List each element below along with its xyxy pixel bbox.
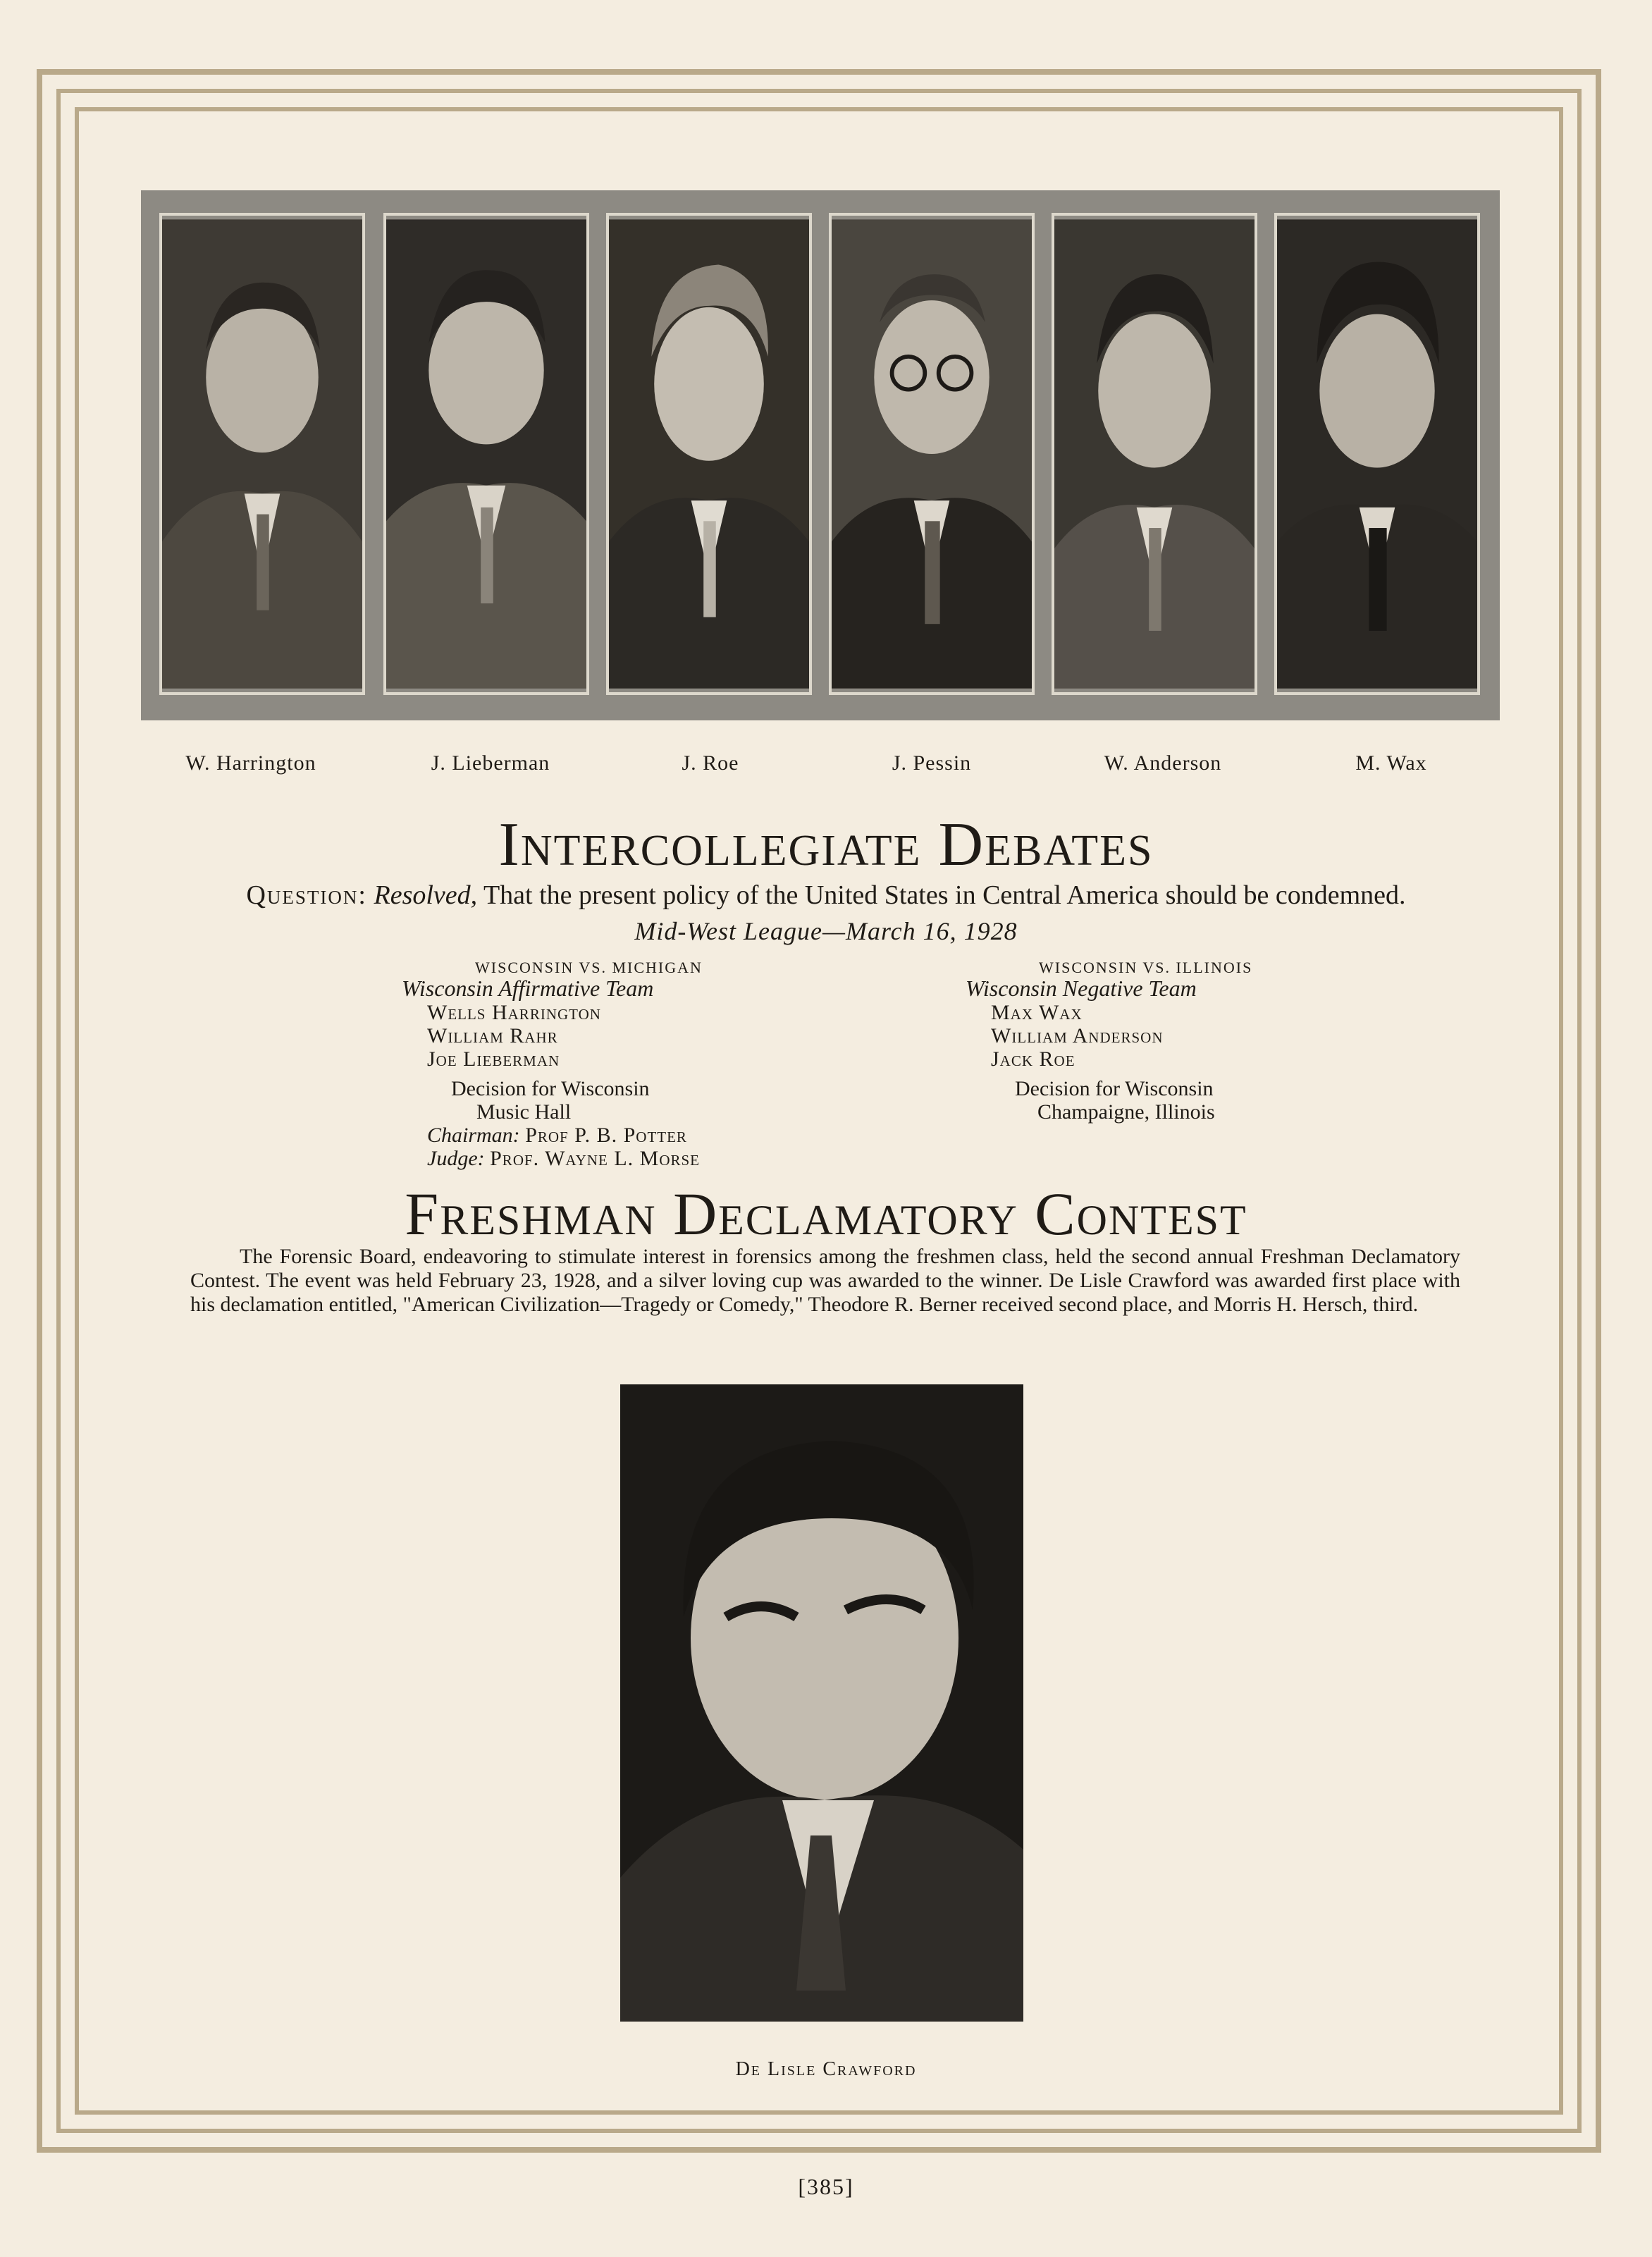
debater-caption: M. Wax [1355, 751, 1427, 775]
team-member: William Anderson [991, 1024, 1164, 1047]
portrait-photo [1274, 213, 1480, 695]
team-member: Wells Harrington [427, 1001, 601, 1024]
portrait-photo [606, 213, 812, 695]
team-name: Wisconsin Affirmative Team [402, 976, 654, 1001]
chairman-label: Chairman: [427, 1124, 520, 1147]
debater-caption: J. Lieberman [431, 751, 550, 775]
portrait-photo [383, 213, 589, 695]
debater-caption: W. Anderson [1104, 751, 1222, 775]
decision-text: Decision for Wisconsin [1015, 1077, 1214, 1100]
question-label: Question: [246, 880, 367, 910]
debate-question [0, 880, 1652, 911]
debater-caption: W. Harrington [185, 751, 316, 775]
chairman-name: Prof P. B. Potter [525, 1124, 687, 1147]
league-line: Mid-West League—March 16, 1928 [634, 917, 1018, 945]
portrait-photo [159, 213, 365, 695]
team-member: Max Wax [991, 1001, 1083, 1024]
debater-caption: J. Roe [682, 751, 739, 775]
team-member: Jack Roe [991, 1047, 1075, 1071]
debates-heading: Intercollegiate Debates [498, 811, 1154, 879]
winner-caption: De Lisle Crawford [735, 2058, 917, 2080]
portrait-photo [1052, 213, 1257, 695]
team-name: Wisconsin Negative Team [966, 976, 1197, 1001]
judge-label: Judge: [427, 1147, 485, 1170]
freshman-heading: Freshman Declamatory Contest [405, 1180, 1247, 1248]
freshman-paragraph: The Forensic Board, endeavoring to stimulate interest in forensics among the freshmen class, held the second annual Freshman Declamatory Contest. The event was held February 23, 1928, and a silver loving cup was awarded to the winner. De Lisle Crawford was awarded first place with his declamation entitled, "American Civilization—Tragedy or Comedy," Theodore R. Berner received second place, and Morris H. Hersch, third. [190, 1245, 1460, 1316]
decision-text: Decision for Wisconsin [451, 1077, 650, 1100]
team-member: Joe Lieberman [427, 1047, 560, 1071]
judge-name: Prof. Wayne L. Morse [490, 1147, 701, 1170]
portrait-photo [829, 213, 1035, 695]
team-member: William Rahr [427, 1024, 558, 1047]
question-resolved: Resolved, [374, 880, 478, 910]
chairman-line [427, 1124, 687, 1147]
winner-portrait-photo [620, 1384, 1023, 2022]
judge-line [427, 1147, 700, 1170]
debater-photo-strip [141, 190, 1500, 720]
debate-left-column [402, 956, 768, 1174]
question-text: That the present policy of the United States in Central America should be condemned. [483, 880, 1406, 910]
debater-caption: J. Pessin [892, 751, 972, 775]
matchup-label: WISCONSIN VS. MICHIGAN [475, 959, 703, 976]
matchup-label: WISCONSIN VS. ILLINOIS [1039, 959, 1253, 976]
page-number: [385] [798, 2174, 854, 2199]
venue-text: Music Hall [476, 1100, 572, 1124]
venue-text: Champaigne, Illinois [1037, 1100, 1215, 1124]
debate-right-column [966, 956, 1332, 1125]
